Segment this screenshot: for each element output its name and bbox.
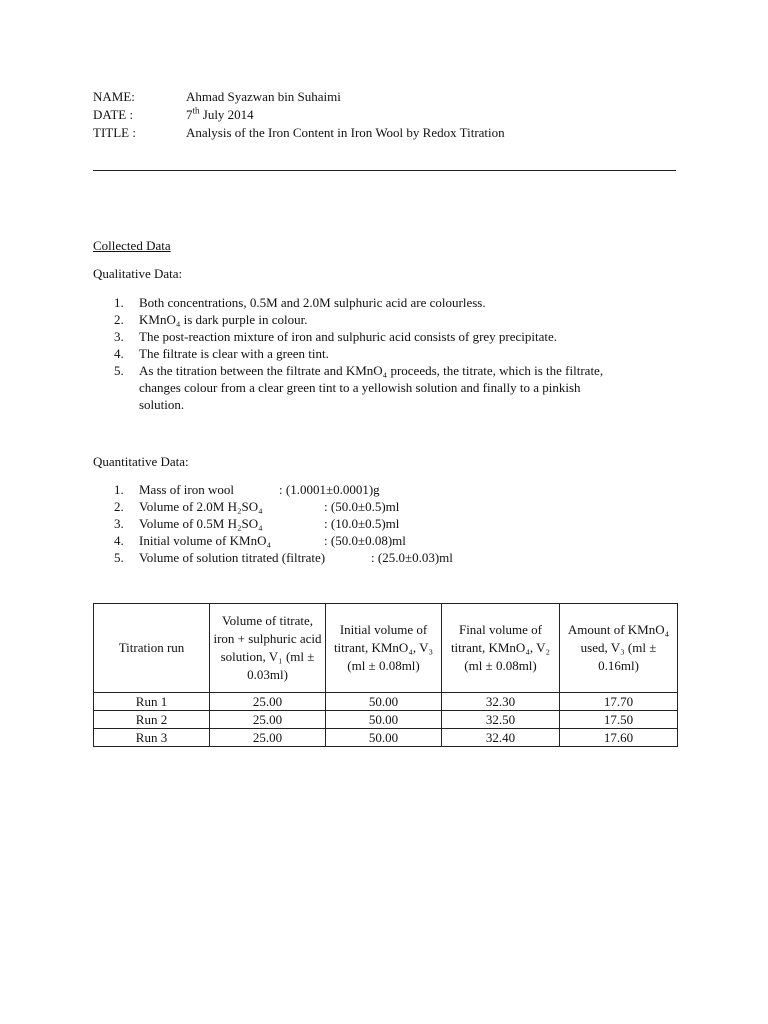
- list-item: 2. Volume of 2.0M H₂SO₄ : (50.0±0.5)ml: [114, 499, 400, 514]
- table-cell: Run 1: [94, 693, 210, 711]
- date-rest: July 2014: [199, 107, 254, 122]
- quantitative-heading: Quantitative Data:: [93, 454, 189, 469]
- table-cell: 17.70: [560, 693, 678, 711]
- list-item: 1. Both concentrations, 0.5M and 2.0M sulphuric acid are colourless.: [114, 295, 486, 310]
- date-label: DATE :: [93, 107, 134, 122]
- title-value: Analysis of the Iron Content in Iron Wool by Redox Titration: [186, 125, 505, 140]
- list-item: 2. KMnO₄ is dark purple in colour.: [114, 312, 308, 327]
- table-row: [94, 711, 678, 729]
- name-line: [93, 88, 341, 106]
- table-cell: 25.00: [210, 711, 326, 729]
- table-cell: 32.50: [442, 711, 560, 729]
- column-header: Initial volume of titrant, KMnO₄, V₃ (ml ± 0.08ml): [326, 604, 442, 693]
- list-item: 5. Volume of solution titrated (filtrate) : (25.0±0.03)ml: [114, 550, 453, 565]
- table-cell: Run 3: [94, 729, 210, 747]
- table-cell: 17.50: [560, 711, 678, 729]
- table-cell: 25.00: [210, 729, 326, 747]
- column-header: Amount of KMnO₄ used, V₃ (ml ± 0.16ml): [560, 604, 678, 693]
- name-label: NAME:: [93, 89, 135, 104]
- list-item: 4. Initial volume of KMnO₄ : (50.0±0.08)ml: [114, 533, 406, 548]
- list-item: 5. As the titration between the filtrate and KMnO₄ proceeds, the titrate, which is the filtrate, changes colour from a clear green tint to a yellowish solution and finally to a pinkish solution.: [114, 363, 604, 412]
- titration-table: [93, 603, 678, 747]
- table-cell: 25.00: [210, 693, 326, 711]
- qualitative-heading: Qualitative Data:: [93, 266, 183, 281]
- title-line: [93, 124, 505, 142]
- collected-data-heading: Collected Data: [93, 238, 171, 253]
- table-cell: 17.60: [560, 729, 678, 747]
- list-item: 1. Mass of iron wool : (1.0001±0.0001)g: [114, 482, 380, 497]
- title-label: TITLE :: [93, 125, 136, 140]
- column-header: Volume of titrate, iron + sulphuric acid solution, V₁ (ml ± 0.03ml): [210, 604, 326, 693]
- date-line: [93, 106, 254, 124]
- date-day: 7: [186, 107, 193, 122]
- quantitative-list: [93, 481, 676, 566]
- table-cell: Run 2: [94, 711, 210, 729]
- table-header-row: [94, 604, 678, 693]
- list-item: 3. Volume of 0.5M H₂SO₄ : (10.0±0.5)ml: [114, 516, 400, 531]
- table-row: [94, 729, 678, 747]
- name-value: Ahmad Syazwan bin Suhaimi: [186, 89, 341, 104]
- table-cell: 50.00: [326, 711, 442, 729]
- list-item: 4. The filtrate is clear with a green tint.: [114, 346, 329, 361]
- table-row: [94, 693, 678, 711]
- table-cell: 50.00: [326, 693, 442, 711]
- table-cell: 32.40: [442, 729, 560, 747]
- table-cell: 50.00: [326, 729, 442, 747]
- column-header: Final volume of titrant, KMnO₄, V₂ (ml ± 0.08ml): [442, 604, 560, 693]
- divider: [93, 170, 676, 171]
- column-header: Titration run: [94, 604, 210, 693]
- list-item: 3. The post-reaction mixture of iron and sulphuric acid consists of grey precipitate.: [114, 329, 558, 344]
- qualitative-list: [93, 294, 676, 413]
- table-cell: 32.30: [442, 693, 560, 711]
- date-suffix: th: [192, 105, 200, 116]
